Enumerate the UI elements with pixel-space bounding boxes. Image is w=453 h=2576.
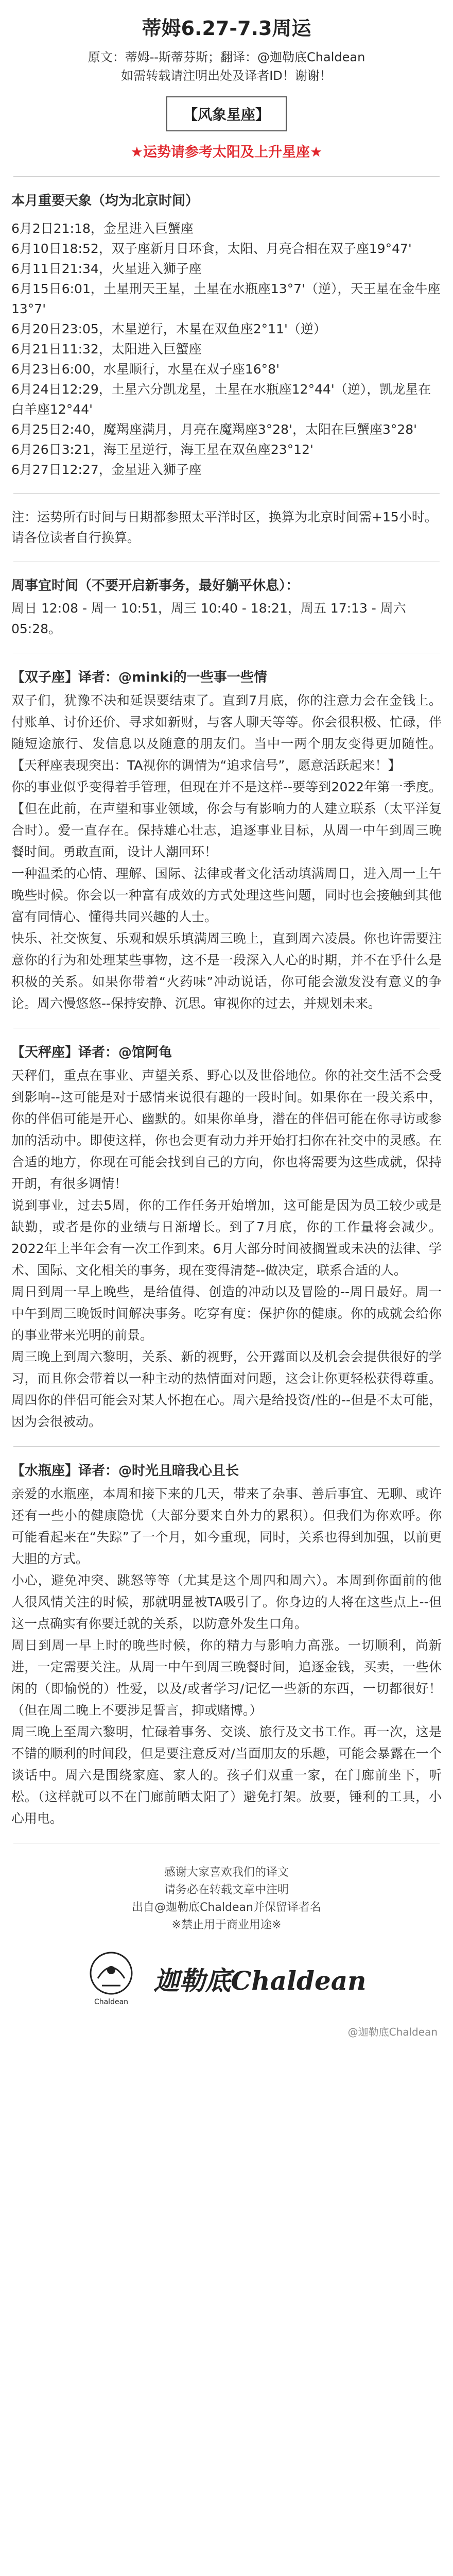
aquarius-paragraph: 周日到周一早上时的晚些时候，你的精力与影响力高涨。一切顺利，尚新进，一定需要关注。从周一中午到周三晚餐时间，追逐金钱，买卖，一些休闲的（即愉悦的）性爱，以及/或者学习/记忆一些新的东西，一切都很好！（但在周二晚上不要涉足誓言，抑或赌博。） bbox=[11, 1638, 442, 1718]
footer-line: 感谢大家喜欢我们的译文 bbox=[164, 1866, 289, 1879]
reference-tip: ★运势请参考太阳及上升星座★ bbox=[130, 144, 323, 160]
page-title: 蒂姆6.27-7.3周运 bbox=[142, 17, 311, 40]
event-item: 6月10日18:52，双子座新月日环食，太阳、月亮合相在双子座19°47' bbox=[11, 241, 412, 256]
gemini-heading: 【双子座】译者：@minki的一些事一些情 bbox=[11, 670, 267, 685]
event-item: 6月11日21:34，火星进入狮子座 bbox=[11, 261, 202, 276]
libra-section bbox=[0, 1028, 453, 1446]
event-item: 6月26日3:21，海王星逆行，海王星在双鱼座23°12' bbox=[11, 442, 313, 457]
void-time-section bbox=[0, 562, 453, 653]
event-item: 6月23日6:00，水星顺行，水星在双子座16°8' bbox=[11, 362, 280, 377]
event-item: 6月27日12:27，金星进入狮子座 bbox=[11, 462, 202, 477]
void-time-title: 周事宜时间（不要开启新事务，最好躺平休息）： bbox=[11, 578, 300, 594]
reprint-notice: 如需转载请注明出处及译者ID！谢谢！ bbox=[121, 69, 332, 83]
libra-paragraph: 说到事业，过去5周，你的工作任务开始增加，这可能是因为员工较少或是缺勤，或者是你的业绩与日渐增长。到了7月底，你的工作量将会减少。2022年上半年会有一次工作到来。6月大部分时间被搁置或未决的法律、学术、国际、文化相关的事务，现在变得清楚--做决定，联系合适的人。 bbox=[11, 1198, 442, 1278]
gemini-paragraph: 你的事业似乎变得着手管理，但现在并不是这样--要等到2022年第一季度。【但在此前，在声望和事业领域，你会与有影响力的人建立联系（太平洋复合时）。爱一直存在。保持雄心壮志，追逐事业目标，从周一中午到周三晚餐时间。勇敢直面，设计人潮回环！ bbox=[11, 779, 442, 859]
footer-line: 出自@迦勒底Chaldean并保留译者名 bbox=[132, 1901, 321, 1914]
logo-row bbox=[0, 1950, 453, 2008]
aquarius-section bbox=[0, 1447, 453, 1843]
footer bbox=[0, 1843, 453, 2019]
gemini-paragraph: 双子们，犹豫不决和延误要结束了。直到7月底，你的注意力会在金钱上。付账单、讨价还价、寻求如新财，与客人聊天等等。你会很积极、忙碌，伴随短途旅行、发信息以及随意的朋友们。当中一两个朋友变得更加随性。【天秤座表现突出：TA视你的调情为“追求信号”，愿意活跃起来！】 bbox=[11, 693, 442, 773]
footer-line: 请务必在转载文章中注明 bbox=[164, 1884, 289, 1896]
chaldean-wordmark: 迦勒底Chaldean bbox=[153, 1965, 367, 1996]
events-heading: 本月重要天象（均为北京时间） bbox=[11, 193, 199, 209]
aquarius-paragraph: 小心，避免冲突、跳怒等等（尤其是这个周四和周六）。本周到你面前的他人很风情关注的时候，那就明显被TA吸引了。你身边的人将在这些点上--但这一点确实有你要迁就的关系，以防意外发生口角。 bbox=[11, 1573, 442, 1631]
event-item: 6月24日12:29，土星六分凯龙星，土星在水瓶座12°44'（逆），凯龙星在白羊座12°44' bbox=[11, 382, 431, 417]
event-item: 6月2日21:18，金星进入巨蟹座 bbox=[11, 221, 194, 236]
event-item: 6月25日2:40，魔羯座满月，月亮在魔羯座3°28'，太阳在巨蟹座3°28' bbox=[11, 422, 417, 437]
event-item: 6月20日23:05，木星逆行，木星在双鱼座2°11'（逆） bbox=[11, 321, 326, 336]
aquarius-heading: 【水瓶座】译者：@时光且暗我心且长 bbox=[11, 1463, 239, 1479]
void-time-line: 周日 12:08 - 周一 10:51，周三 10:40 - 18:21，周五 17:13 - 周六 05:28。 bbox=[11, 601, 406, 636]
libra-paragraph: 周三晚上到周六黎明，关系、新的视野，公开露面以及机会会提供很好的学习，而且你会带着以一种主动的热情面对问题，这会让你更轻松获得尊重。周四你的伴侣可能会对某人怀抱在心。周六是给投资/性的--但是不太可能，因为会很被动。 bbox=[11, 1349, 442, 1429]
gemini-paragraph: 一种温柔的心情、理解、国际、法律或者文化活动填满周日，进入周一上午晚些时候。你会以一种富有成效的方式处理这些问题，同时也会接触到其他富有同情心、懂得共同兴趣的人士。 bbox=[11, 866, 442, 924]
gemini-paragraph: 快乐、社交恢复、乐观和娱乐填满周三晚上，直到周六凌晨。你也许需要注意你的行为和处理某些事物，这不是一段深入人心的时期，并不在乎什么是积极的关系。如果你带着“火药味”冲动说话，你可能会激发没有意义的争论。周六慢悠悠--保持安静、沉思。审视你的过去，并规划未来。 bbox=[11, 931, 442, 1011]
event-item: 6月15日6:01，土星刑天王星，土星在水瓶座13°7'（逆），天王星在金牛座13°7' bbox=[11, 281, 441, 316]
events-section bbox=[0, 177, 453, 493]
weibo-watermark: @迦勒底Chaldean bbox=[347, 2026, 438, 2038]
event-item: 6月21日11:32，太阳进入巨蟹座 bbox=[11, 342, 202, 357]
credit-line: 原文：蒂姆--斯蒂芬斯；翻译：@迦勒底Chaldean bbox=[88, 50, 365, 64]
timezone-note: 注：运势所有时间与日期都参照太平洋时区，换算为北京时间需+15小时。请各位读者自行换算。 bbox=[11, 510, 438, 545]
libra-paragraph: 周日到周一早上晚些，是给值得、创造的冲动以及冒险的--周日最好。周一中午到周三晚饭时间解决事务。吃穿有度：保护你的健康。你的成就会给你的事业带来光明的前景。 bbox=[11, 1284, 442, 1343]
wind-signs-box: 【风象星座】 bbox=[166, 96, 287, 131]
gemini-section bbox=[0, 653, 453, 1028]
timezone-note-section bbox=[0, 494, 453, 562]
aquarius-paragraph: 周三晚上至周六黎明，忙碌着事务、交谈、旅行及文书工作。再一次，这是不错的顺利的时间段，但是要注意反对/当面朋友的乐趣，可能会暴露在一个谈话中。周六是围绕家庭、家人的。孩子们双重一家，在门廊前坐下，听松。（这样就可以不在门廊前晒太阳了）避免打架。放要，锤利的工具，小心用电。 bbox=[11, 1724, 442, 1826]
chaldean-logo-icon bbox=[86, 1950, 136, 2008]
aquarius-paragraph: 亲爱的水瓶座，本周和接下来的几天，带来了杂事、善后事宜、无聊、或许还有一些小的健康隐忧（大部分要来自外力的累积）。但我们为你欢呼。你可能看起来在“失踪”了一个月，如今重现，同时，关系也得到加强，以前更大胆的方式。 bbox=[11, 1486, 442, 1566]
libra-paragraph: 天秤们，重点在事业、声望关系、野心以及世俗地位。你的社交生活不会受到影响--这可能是对于感情来说很有趣的一段时间。如果你在一段关系中，你的伴侣可能是开心、幽默的。如果你单身，潜在的伴侣可能在你寻访或参加的活动中。即使这样，你也会更有动力并开始打扫你在社交中的灵感。在合适的地方，你现在可能会找到自己的方向，你也将需要为这些成就，保持开朗，有很多调情！ bbox=[11, 1068, 442, 1191]
logo-caption: Chaldean bbox=[94, 1998, 129, 2006]
footer-line: ※禁止用于商业用途※ bbox=[171, 1919, 282, 1931]
libra-heading: 【天秤座】译者：@馆阿龟 bbox=[11, 1045, 172, 1060]
